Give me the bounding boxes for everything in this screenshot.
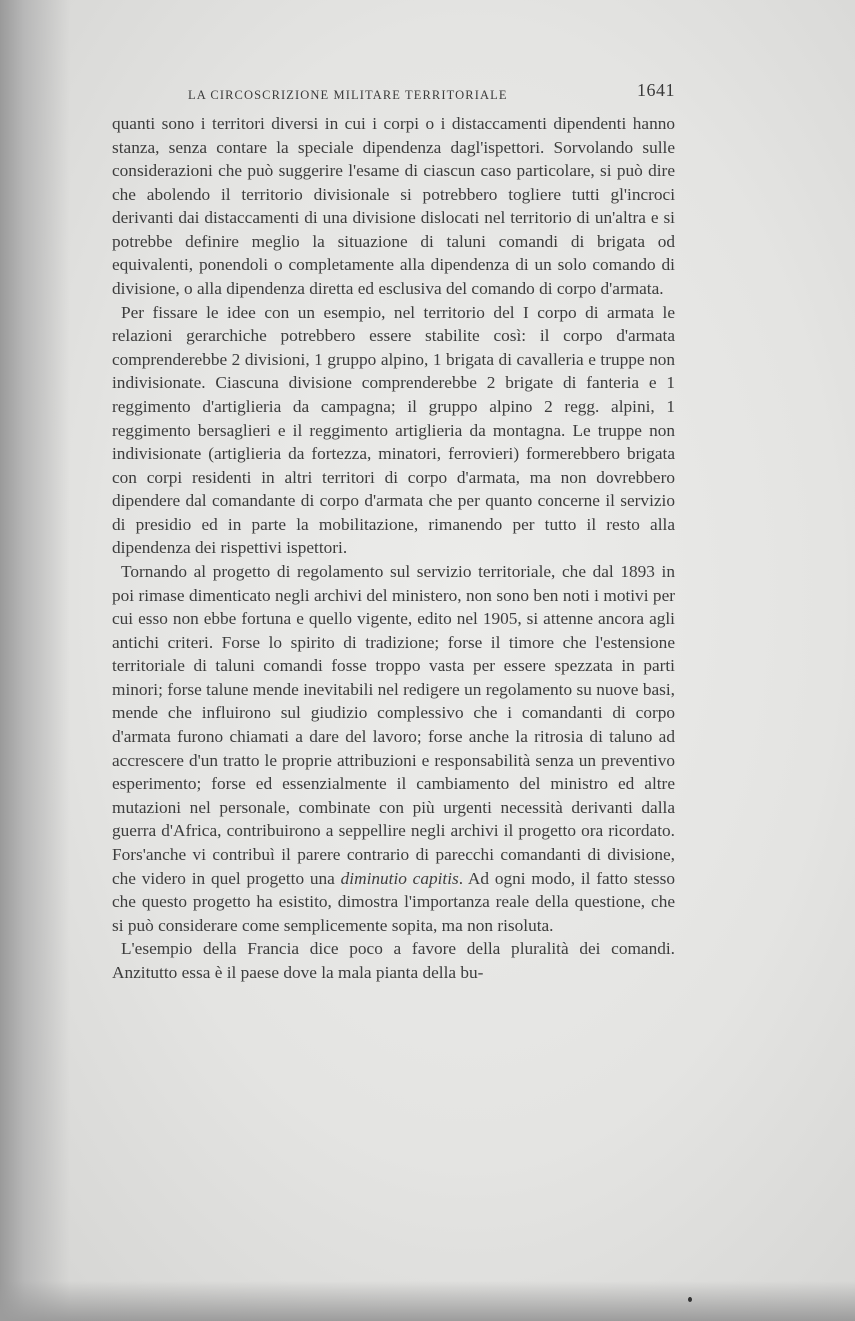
print-mark xyxy=(688,1297,692,1302)
latin-phrase: diminutio capitis xyxy=(340,868,459,888)
paragraph-1: quanti sono i territori diversi in cui i corpi o i distaccamenti dipendenti hanno stanza, senza contare la speciale dipendenza dagl'ispettori. Sorvolando sulle considerazioni che può suggerire l'esame di ciascun caso particolare, si può dire che abolendo il territorio divisionale si potrebbero togliere tutti gl'incroci derivanti dai distaccamenti di una divisione dislocati nel territorio di un'altra e si potrebbe definire meglio la situazione di taluni comandi di brigata od equivalenti, ponendoli o completamente alla dipendenza di un solo comando di divisione, o alla dipendenza diretta ed esclusiva del comando di corpo d'armata. xyxy=(112,114,675,299)
body-text xyxy=(112,112,675,984)
page-number: 1641 xyxy=(637,80,675,100)
running-title: LA CIRCOSCRIZIONE MILITARE TERRITORIALE xyxy=(188,88,508,102)
paragraph-3: Tornando al progetto di regolamento sul servizio territoriale, che dal 1893 in poi rimase dimenticato negli archivi del ministero, non sono ben noti i motivi per cui esso non ebbe fortuna e quello vigente, edito nel 1905, si attenne ancora agli antichi criteri. Forse lo spirito di tradizione; forse il timore che l'estensione territoriale di taluni comandi fosse troppo vasta per essere spezzata in parti minori; forse talune mende inevitabili nel redigere un regolamento su nuove basi, mende che influirono sul giudizio complessivo che i comandanti di corpo d'armata furono chiamati a dare del lavoro; forse anche la ritrosia di taluno ad accrescere d'un tratto le proprie attribuzioni e responsabilità senza un preventivo esperimento; forse ed essenzialmente il cambiamento del ministro ed altre mutazioni nel personale, combinate con più urgenti necessità derivanti dalla guerra d'Africa, contribuirono a seppellire negli archivi il progetto ora ricordato. Fors'anche vi contribuì il parere contrario di parecchi comandanti di divisione, che videro in quel progetto una diminutio capitis. Ad ogni modo, il fatto stesso che questo progetto ha esistito, dimostra l'importanza reale della questione, che si può considerare come semplicemente sopita, ma non risoluta. xyxy=(112,561,675,935)
paragraph-2: Per fissare le idee con un esempio, nel territorio del I corpo di armata le relazioni gerarchiche potrebbero essere stabilite così: il corpo d'armata comprenderebbe 2 divisioni, 1 gruppo alpino, 1 brigata di cavalleria e truppe non indivisionate. Ciascuna divisione comprenderebbe 2 brigate di fanteria e 1 reggimento d'artiglieria da campagna; il gruppo alpino 2 regg. alpini, 1 reggimento bersaglieri e il reggimento artiglieria da montagna. Le truppe non indivisionate (artiglieria da fortezza, minatori, ferrovieri) formerebbero brigata con corpi residenti in altri territori di corpo d'armata, ma non dovrebbero dipendere dal comandante di corpo d'armata che per quanto concerne il servizio di presidio ed in parte la mobilitazione, rimanendo per tutto il resto alla dipendenza dei rispettivi ispettori. xyxy=(112,302,675,558)
paragraph-4: L'esempio della Francia dice poco a favore della pluralità dei comandi. Anzitutto essa è il paese dove la mala pianta della bu- xyxy=(112,939,675,982)
binding-shadow xyxy=(0,0,70,1321)
page-header xyxy=(112,80,675,106)
bottom-edge-shadow xyxy=(0,1281,855,1321)
